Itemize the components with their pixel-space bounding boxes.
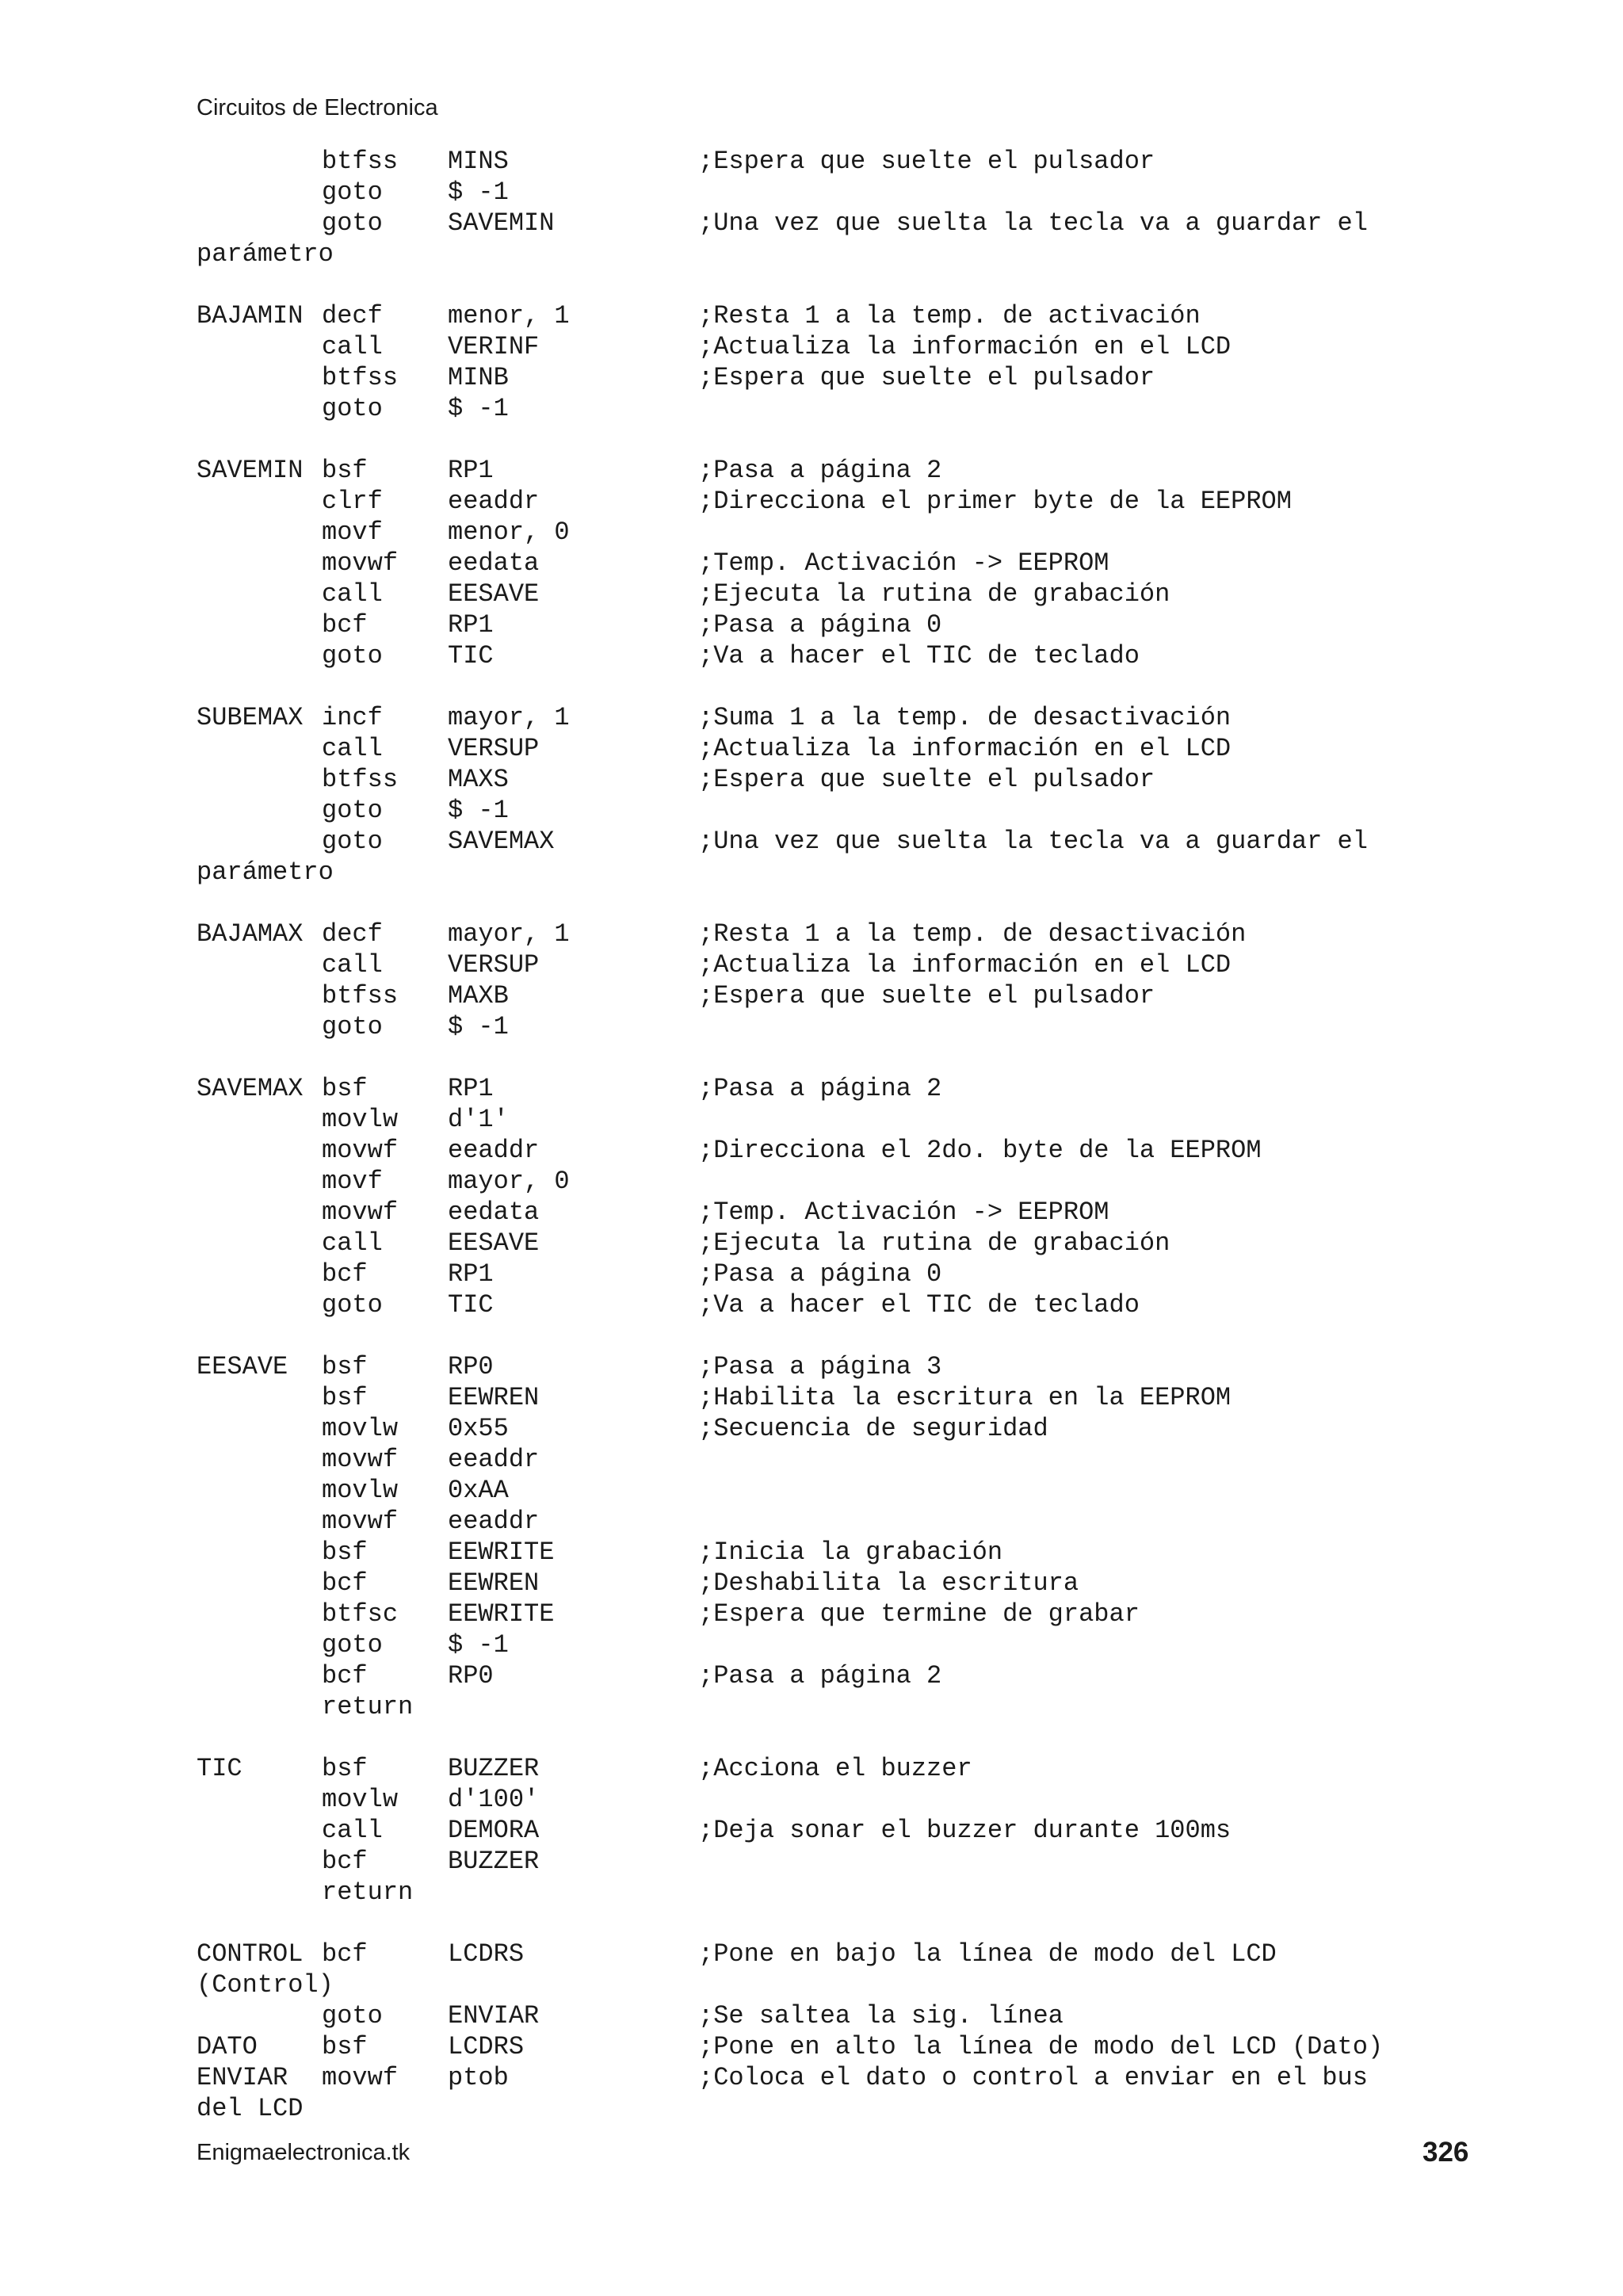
code-operand: MAXB xyxy=(448,981,509,1010)
code-instruction: goto xyxy=(322,394,383,423)
code-line xyxy=(197,300,1496,331)
code-comment: ;Pasa a página 2 xyxy=(698,456,942,485)
code-operand: RP1 xyxy=(448,1259,494,1289)
code-instruction: bsf xyxy=(322,2032,368,2061)
code-comment: ;Resta 1 a la temp. de activación xyxy=(698,301,1201,330)
code-instruction: bcf xyxy=(322,1939,368,1969)
code-comment: ;Actualiza la información en el LCD xyxy=(698,332,1232,361)
blank-line xyxy=(197,1042,1496,1073)
code-line xyxy=(197,1197,1496,1228)
code-comment: ;Se saltea la sig. línea xyxy=(698,2001,1064,2030)
code-operand: eeaddr xyxy=(448,1507,540,1536)
code-instruction: bcf xyxy=(322,610,368,640)
code-operand: $ -1 xyxy=(448,1012,509,1041)
code-operand: d'100' xyxy=(448,1785,540,1814)
code-instruction: goto xyxy=(322,178,383,207)
code-line xyxy=(197,455,1496,486)
code-line xyxy=(197,1691,1496,1722)
code-instruction: goto xyxy=(322,641,383,670)
code-comment: ;Ejecuta la rutina de grabación xyxy=(698,1228,1170,1258)
code-line xyxy=(197,795,1496,826)
code-instruction: bsf xyxy=(322,1352,368,1381)
code-instruction: bsf xyxy=(322,1383,368,1412)
code-comment: ;Secuencia de seguridad xyxy=(698,1414,1048,1443)
code-instruction: bcf xyxy=(322,1568,368,1598)
code-instruction: btfss xyxy=(322,363,399,392)
code-comment: ;Actualiza la información en el LCD xyxy=(698,734,1232,763)
code-operand: VERINF xyxy=(448,332,540,361)
code-line xyxy=(197,517,1496,548)
code-line xyxy=(197,362,1496,393)
code-operand: RP1 xyxy=(448,1074,494,1103)
code-operand: $ -1 xyxy=(448,178,509,207)
code-label: CONTROL xyxy=(197,1939,304,1969)
code-instruction: call xyxy=(322,1816,383,1845)
code-line xyxy=(197,764,1496,795)
code-label: SUBEMAX xyxy=(197,703,304,732)
code-instruction: goto xyxy=(322,796,383,825)
code-line xyxy=(197,1413,1496,1444)
code-line xyxy=(197,640,1496,671)
code-comment: ;Ejecuta la rutina de grabación xyxy=(698,579,1170,609)
code-line xyxy=(197,1537,1496,1568)
code-line xyxy=(197,1629,1496,1660)
code-line xyxy=(197,177,1496,208)
code-comment: ;Espera que suelte el pulsador xyxy=(698,363,1155,392)
code-instruction: movwf xyxy=(322,2063,399,2092)
code-instruction: btfss xyxy=(322,981,399,1010)
code-comment: ;Va a hacer el TIC de teclado xyxy=(698,641,1140,670)
code-line xyxy=(197,1660,1496,1691)
blank-line xyxy=(197,424,1496,455)
code-operand: SAVEMAX xyxy=(448,827,555,856)
code-operand: SAVEMIN xyxy=(448,208,555,238)
code-line-continuation xyxy=(197,2093,1496,2124)
code-label: BAJAMIN xyxy=(197,301,304,330)
blank-line xyxy=(197,1908,1496,1939)
code-operand: BUZZER xyxy=(448,1847,540,1876)
code-instruction: decf xyxy=(322,919,383,949)
code-line xyxy=(197,1506,1496,1537)
code-instruction: incf xyxy=(322,703,383,732)
code-comment: ;Una vez que suelta la tecla va a guardar el xyxy=(698,208,1368,238)
code-operand: BUZZER xyxy=(448,1754,540,1783)
page-header: Circuitos de Electronica xyxy=(197,95,438,120)
code-comment: ;Acciona el buzzer xyxy=(698,1754,972,1783)
code-instruction: movlw xyxy=(322,1476,399,1505)
code-line xyxy=(197,949,1496,980)
code-instruction: bsf xyxy=(322,1074,368,1103)
code-line xyxy=(197,548,1496,579)
code-operand: ptob xyxy=(448,2063,509,2092)
code-operand: EESAVE xyxy=(448,1228,540,1258)
code-line xyxy=(197,1444,1496,1475)
code-comment: ;Espera que termine de grabar xyxy=(698,1599,1140,1629)
code-instruction: goto xyxy=(322,2001,383,2030)
code-instruction: movf xyxy=(322,1167,383,1196)
code-comment: ;Va a hacer el TIC de teclado xyxy=(698,1290,1140,1320)
code-operand: TIC xyxy=(448,1290,494,1320)
code-operand: eeaddr xyxy=(448,1136,540,1165)
code-instruction: movwf xyxy=(322,1445,399,1474)
code-label: TIC xyxy=(197,1754,242,1783)
code-operand: RP1 xyxy=(448,610,494,640)
code-line xyxy=(197,702,1496,733)
code-instruction: bcf xyxy=(322,1259,368,1289)
code-line xyxy=(197,1939,1496,1969)
code-operand: mayor, 0 xyxy=(448,1167,570,1196)
code-label: EESAVE xyxy=(197,1352,288,1381)
code-instruction: return xyxy=(322,1692,414,1721)
code-comment: ;Direcciona el 2do. byte de la EEPROM xyxy=(698,1136,1262,1165)
code-line xyxy=(197,1351,1496,1382)
code-instruction: btfss xyxy=(322,147,399,176)
code-operand: EEWREN xyxy=(448,1568,540,1598)
code-line xyxy=(197,486,1496,517)
code-line-continuation xyxy=(197,1969,1496,2000)
code-instruction: goto xyxy=(322,208,383,238)
footer-site: Enigmaelectronica.tk xyxy=(197,2140,411,2165)
code-line xyxy=(197,1599,1496,1629)
code-instruction: movwf xyxy=(322,1198,399,1227)
wrapped-comment-text: parámetro xyxy=(197,858,334,887)
code-operand: menor, 1 xyxy=(448,301,570,330)
code-line xyxy=(197,1475,1496,1506)
code-operand: EEWREN xyxy=(448,1383,540,1412)
code-instruction: decf xyxy=(322,301,383,330)
code-comment: ;Pone en alto la línea de modo del LCD (Dato) xyxy=(698,2032,1384,2061)
code-comment: ;Temp. Activación -> EEPROM xyxy=(698,548,1109,578)
code-operand: EESAVE xyxy=(448,579,540,609)
blank-line xyxy=(197,269,1496,300)
code-line xyxy=(197,1259,1496,1289)
code-instruction: call xyxy=(322,950,383,980)
code-line xyxy=(197,1011,1496,1042)
code-line xyxy=(197,1568,1496,1599)
code-line xyxy=(197,579,1496,609)
code-instruction: call xyxy=(322,332,383,361)
code-line xyxy=(197,733,1496,764)
code-operand: LCDRS xyxy=(448,2032,525,2061)
code-line xyxy=(197,1753,1496,1784)
blank-line xyxy=(197,1320,1496,1351)
code-instruction: bcf xyxy=(322,1661,368,1690)
code-comment: ;Habilita la escritura en la EEPROM xyxy=(698,1383,1232,1412)
code-operand: eeaddr xyxy=(448,487,540,516)
code-line xyxy=(197,331,1496,362)
code-instruction: goto xyxy=(322,1630,383,1660)
code-instruction: goto xyxy=(322,1012,383,1041)
code-line xyxy=(197,208,1496,239)
code-instruction: bsf xyxy=(322,456,368,485)
code-operand: ENVIAR xyxy=(448,2001,540,2030)
code-operand: MAXS xyxy=(448,765,509,794)
code-line xyxy=(197,1073,1496,1104)
code-label: DATO xyxy=(197,2032,258,2061)
code-comment: ;Temp. Activación -> EEPROM xyxy=(698,1198,1109,1227)
code-line xyxy=(197,1135,1496,1166)
code-line xyxy=(197,1104,1496,1135)
code-instruction: bsf xyxy=(322,1754,368,1783)
code-label: SAVEMIN xyxy=(197,456,304,485)
code-instruction: goto xyxy=(322,827,383,856)
code-operand: mayor, 1 xyxy=(448,703,570,732)
code-operand: EEWRITE xyxy=(448,1599,555,1629)
code-instruction: movwf xyxy=(322,1136,399,1165)
code-comment: ;Deshabilita la escritura xyxy=(698,1568,1079,1598)
code-instruction: movf xyxy=(322,518,383,547)
code-operand: menor, 0 xyxy=(448,518,570,547)
code-instruction: goto xyxy=(322,1290,383,1320)
code-line-continuation xyxy=(197,239,1496,269)
code-label: BAJAMAX xyxy=(197,919,304,949)
code-instruction: clrf xyxy=(322,487,383,516)
code-comment: ;Direcciona el primer byte de la EEPROM xyxy=(698,487,1292,516)
code-instruction: call xyxy=(322,579,383,609)
code-line xyxy=(197,980,1496,1011)
wrapped-comment-text: del LCD xyxy=(197,2094,304,2123)
wrapped-comment-text: parámetro xyxy=(197,239,334,269)
code-instruction: movwf xyxy=(322,1507,399,1536)
code-comment: ;Espera que suelte el pulsador xyxy=(698,765,1155,794)
code-line xyxy=(197,2031,1496,2062)
code-comment: ;Pone en bajo la línea de modo del LCD xyxy=(698,1939,1277,1969)
code-line xyxy=(197,1877,1496,1908)
code-line xyxy=(197,1289,1496,1320)
code-instruction: bsf xyxy=(322,1538,368,1567)
code-operand: $ -1 xyxy=(448,394,509,423)
code-comment: ;Deja sonar el buzzer durante 100ms xyxy=(698,1816,1232,1845)
code-operand: DEMORA xyxy=(448,1816,540,1845)
code-instruction: bcf xyxy=(322,1847,368,1876)
code-operand: VERSUP xyxy=(448,950,540,980)
code-line xyxy=(197,2062,1496,2093)
code-comment: ;Espera que suelte el pulsador xyxy=(698,981,1155,1010)
code-label: ENVIAR xyxy=(197,2063,288,2092)
code-line xyxy=(197,1784,1496,1815)
blank-line xyxy=(197,888,1496,919)
code-operand: VERSUP xyxy=(448,734,540,763)
code-line xyxy=(197,609,1496,640)
code-line xyxy=(197,1382,1496,1413)
code-comment: ;Inicia la grabación xyxy=(698,1538,1003,1567)
code-line xyxy=(197,1846,1496,1877)
code-comment: ;Pasa a página 2 xyxy=(698,1661,942,1690)
code-comment: ;Pasa a página 0 xyxy=(698,1259,942,1289)
code-operand: EEWRITE xyxy=(448,1538,555,1567)
code-operand: $ -1 xyxy=(448,796,509,825)
code-operand: mayor, 1 xyxy=(448,919,570,949)
code-comment: ;Coloca el dato o control a enviar en el bus xyxy=(698,2063,1368,2092)
page-number: 326 xyxy=(1423,2137,1469,2168)
code-instruction: return xyxy=(322,1878,414,1907)
code-operand: MINS xyxy=(448,147,509,176)
code-instruction: btfss xyxy=(322,765,399,794)
code-instruction: movlw xyxy=(322,1785,399,1814)
code-line xyxy=(197,2000,1496,2031)
code-comment: ;Resta 1 a la temp. de desactivación xyxy=(698,919,1247,949)
code-operand: eedata xyxy=(448,548,540,578)
code-operand: TIC xyxy=(448,641,494,670)
code-line xyxy=(197,1228,1496,1259)
code-operand: LCDRS xyxy=(448,1939,525,1969)
code-operand: RP0 xyxy=(448,1661,494,1690)
code-operand: eeaddr xyxy=(448,1445,540,1474)
code-line xyxy=(197,393,1496,424)
code-operand: MINB xyxy=(448,363,509,392)
code-comment: ;Espera que suelte el pulsador xyxy=(698,147,1155,176)
code-listing xyxy=(197,146,1496,2124)
code-operand: d'1' xyxy=(448,1105,509,1134)
code-comment: ;Suma 1 a la temp. de desactivación xyxy=(698,703,1232,732)
code-operand: RP1 xyxy=(448,456,494,485)
code-instruction: btfsc xyxy=(322,1599,399,1629)
code-instruction: call xyxy=(322,734,383,763)
code-comment: ;Una vez que suelta la tecla va a guardar el xyxy=(698,827,1368,856)
code-operand: 0xAA xyxy=(448,1476,509,1505)
code-operand: RP0 xyxy=(448,1352,494,1381)
code-comment: ;Pasa a página 0 xyxy=(698,610,942,640)
code-label: SAVEMAX xyxy=(197,1074,304,1103)
code-comment: ;Pasa a página 3 xyxy=(698,1352,942,1381)
code-line xyxy=(197,826,1496,857)
code-instruction: movlw xyxy=(322,1105,399,1134)
blank-line xyxy=(197,1722,1496,1753)
code-line-continuation xyxy=(197,857,1496,888)
code-operand: $ -1 xyxy=(448,1630,509,1660)
code-comment: ;Pasa a página 2 xyxy=(698,1074,942,1103)
code-line xyxy=(197,146,1496,177)
code-instruction: movlw xyxy=(322,1414,399,1443)
code-line xyxy=(197,1166,1496,1197)
code-instruction: call xyxy=(322,1228,383,1258)
code-line xyxy=(197,919,1496,949)
blank-line xyxy=(197,671,1496,702)
code-operand: eedata xyxy=(448,1198,540,1227)
code-instruction: movwf xyxy=(322,548,399,578)
code-operand: 0x55 xyxy=(448,1414,509,1443)
code-line xyxy=(197,1815,1496,1846)
code-comment: ;Actualiza la información en el LCD xyxy=(698,950,1232,980)
wrapped-comment-text: (Control) xyxy=(197,1970,334,2000)
